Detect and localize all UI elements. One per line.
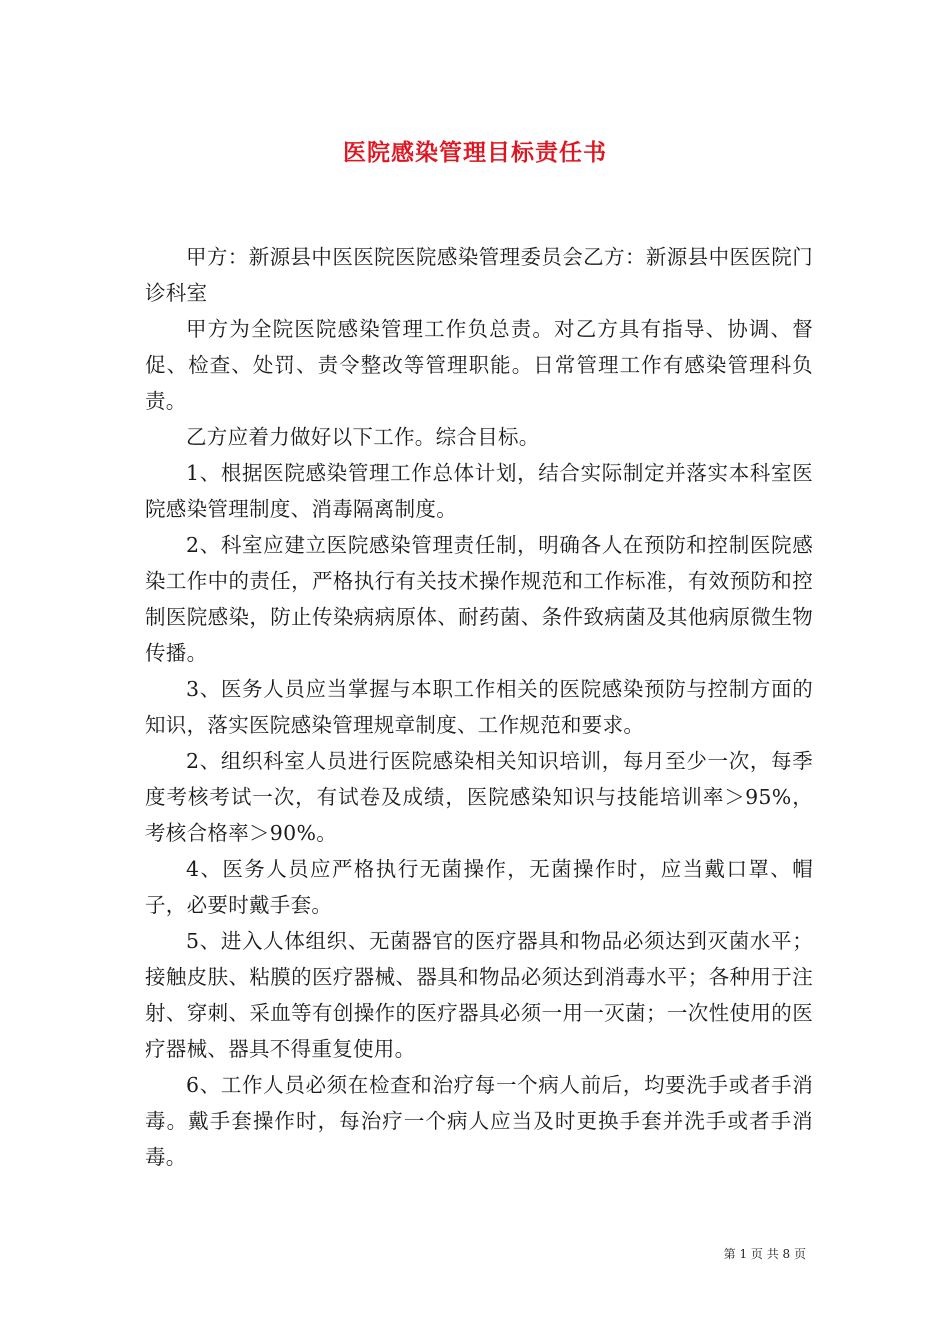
paragraph: 甲方为全院医院感染管理工作负总责。对乙方具有指导、协调、督促、检查、处罚、责令整改等管理职能。日常管理工作有感染管理科负责。 [145,317,813,413]
document-title: 医院感染管理目标责任书 [343,139,607,166]
page-number: 第 1 页 共 8 页 [723,1247,806,1261]
paragraph: 3、医务人员应当掌握与本职工作相关的医院感染预防与控制方面的知识，落实医院感染管理规章制度、工作规范和要求。 [145,677,813,737]
party-line: 甲方：新源县中医医院医院感染管理委员会乙方：新源县中医医院门诊科室 [145,245,813,305]
paragraph: 4、医务人员应严格执行无菌操作，无菌操作时，应当戴口罩、帽子，必要时戴手套。 [145,857,813,917]
paragraph: 2、组织科室人员进行医院感染相关知识培训，每月至少一次，每季度考核考试一次，有试卷及成绩，医院感染知识与技能培训率＞95%，考核合格率＞90%。 [145,749,813,845]
paragraph: 1、根据医院感染管理工作总体计划，结合实际制定并落实本科室医院感染管理制度、消毒隔离制度。 [145,461,813,521]
paragraph: 2、科室应建立医院感染管理责任制，明确各人在预防和控制医院感染工作中的责任，严格执行有关技术操作规范和工作标准，有效预防和控制医院感染，防止传染病病原体、耐药菌、条件致病菌及其他病原微生物传播。 [145,533,813,665]
paragraph: 乙方应着力做好以下工作。综合目标。 [186,425,540,449]
paragraph: 6、工作人员必须在检查和治疗每一个病人前后，均要洗手或者手消毒。戴手套操作时，每治疗一个病人应当及时更换手套并洗手或者手消毒。 [145,1073,813,1169]
paragraph: 5、进入人体组织、无菌器官的医疗器具和物品必须达到灭菌水平；接触皮肤、粘膜的医疗器械、器具和物品必须达到消毒水平；各种用于注射、穿刺、采血等有创操作的医疗器具必须一用一灭菌；一次性使用的医疗器械、器具不得重复使用。 [145,929,813,1061]
document-body [145,239,813,1175]
